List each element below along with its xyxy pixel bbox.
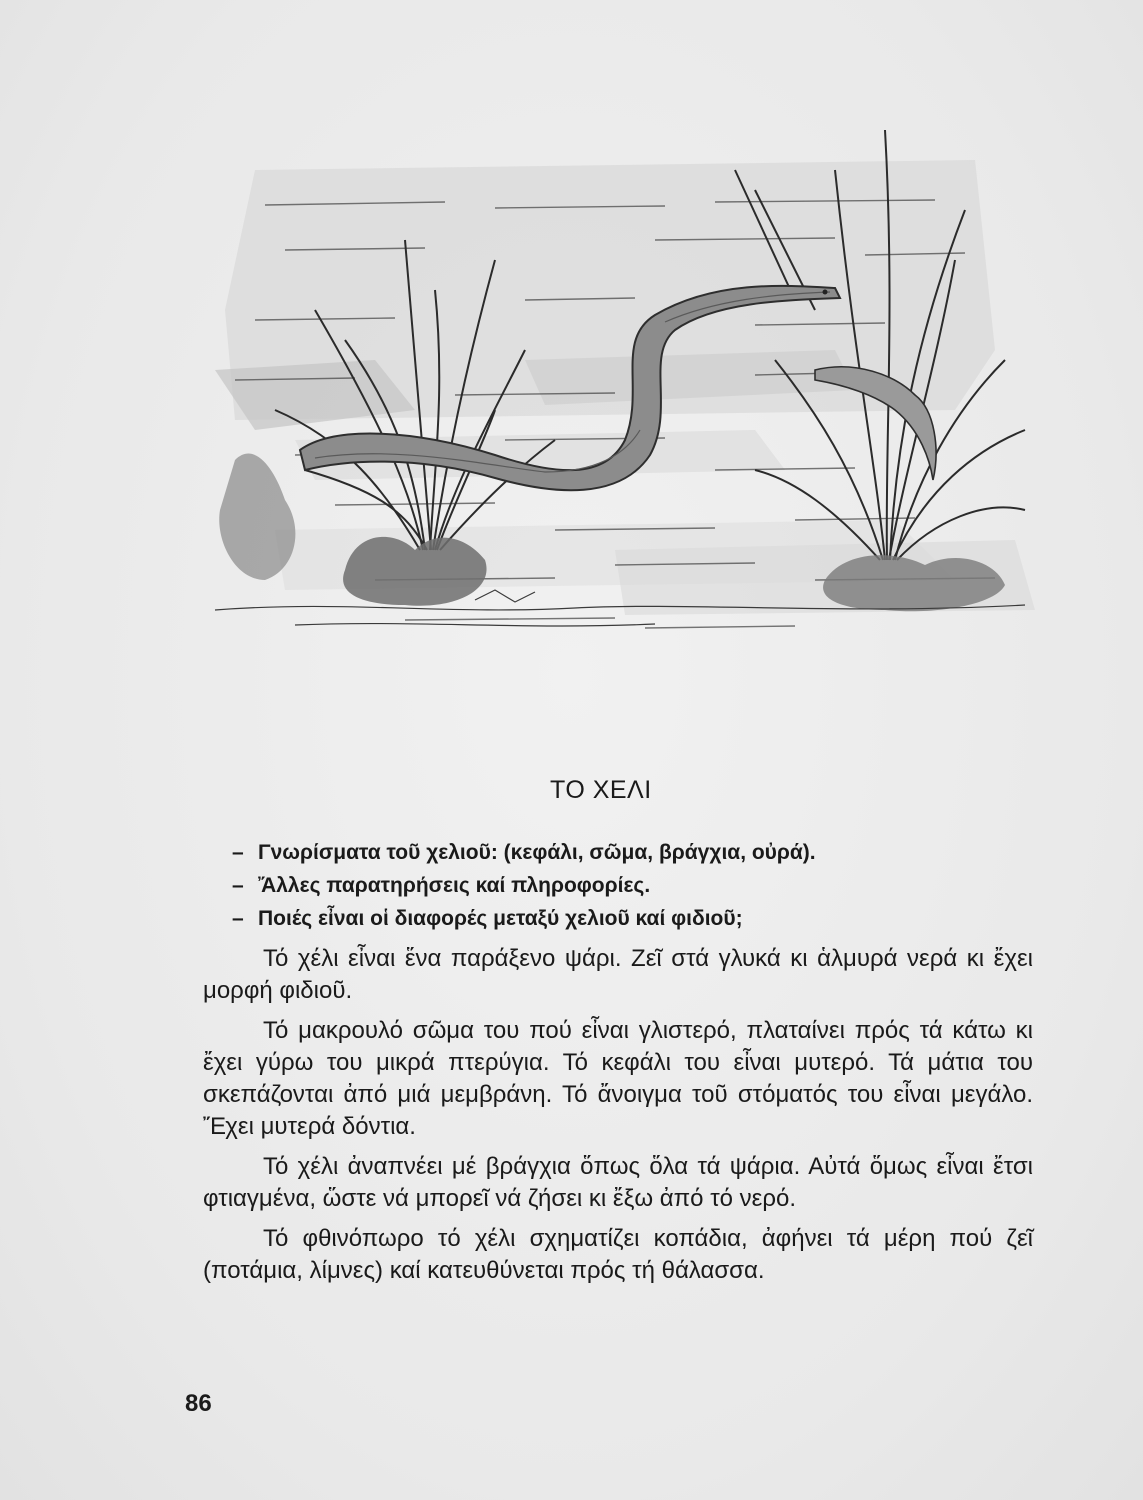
eel-illustration — [195, 110, 1035, 650]
study-question — [232, 902, 1012, 935]
paragraph: Τό μακρουλό σῶμα του πού εἶναι γλιστερό, πλαταίνει πρός τά κάτω κι ἔχει γύρω του μικρά πτερύγια. Τό κεφάλι του εἶναι μυτερό. Τά μάτια του σκεπάζονται ἀπό μιά μεμβράνη. Τό ἄνοιγμα τοῦ στόματός του εἶναι μεγάλο. Ἔχει μυτερά δόντια. — [203, 1017, 1033, 1140]
paragraph: Τό χέλι ἀναπνέει μέ βράγχια ὅπως ὅλα τά ψάρια. Αὐτά ὅμως εἶναι ἔτσι φτιαγμένα, ὥστε νά μπορεῖ νά ζήσει κι ἔξω ἀπό τό νερό. — [203, 1153, 1033, 1212]
bullet-dash: – — [232, 907, 244, 930]
study-question — [232, 869, 1012, 902]
bullet-dash: – — [232, 874, 244, 897]
page-number: 86 — [185, 1390, 212, 1417]
body-text — [203, 943, 1033, 1295]
paragraph: Τό χέλι εἶναι ἕνα παράξενο ψάρι. Ζεῖ στά γλυκά κι ἁλμυρά νερά κι ἔχει μορφή φιδιοῦ. — [203, 945, 1033, 1004]
paragraph: Τό φθινόπωρο τό χέλι σχηματίζει κοπάδια, ἀφήνει τά μέρη πού ζεῖ (ποτάμια, λίμνες) καί κατευθύνεται πρός τή θάλασσα. — [203, 1225, 1033, 1284]
chapter-title: ΤΟ ΧΕΛΙ — [550, 776, 652, 804]
study-question-text: Ποιές εἶναι οἱ διαφορές μεταξύ χελιοῦ καί φιδιοῦ; — [258, 907, 743, 930]
study-question-text: Γνωρίσματα τοῦ χελιοῦ: (κεφάλι, σῶμα, βράγχια, οὐρά). — [258, 841, 816, 864]
study-question — [232, 836, 1012, 869]
bullet-dash: – — [232, 841, 244, 864]
study-question-text: Ἄλλες παρατηρήσεις καί πληροφορίες. — [258, 874, 651, 897]
study-questions — [232, 836, 1012, 935]
